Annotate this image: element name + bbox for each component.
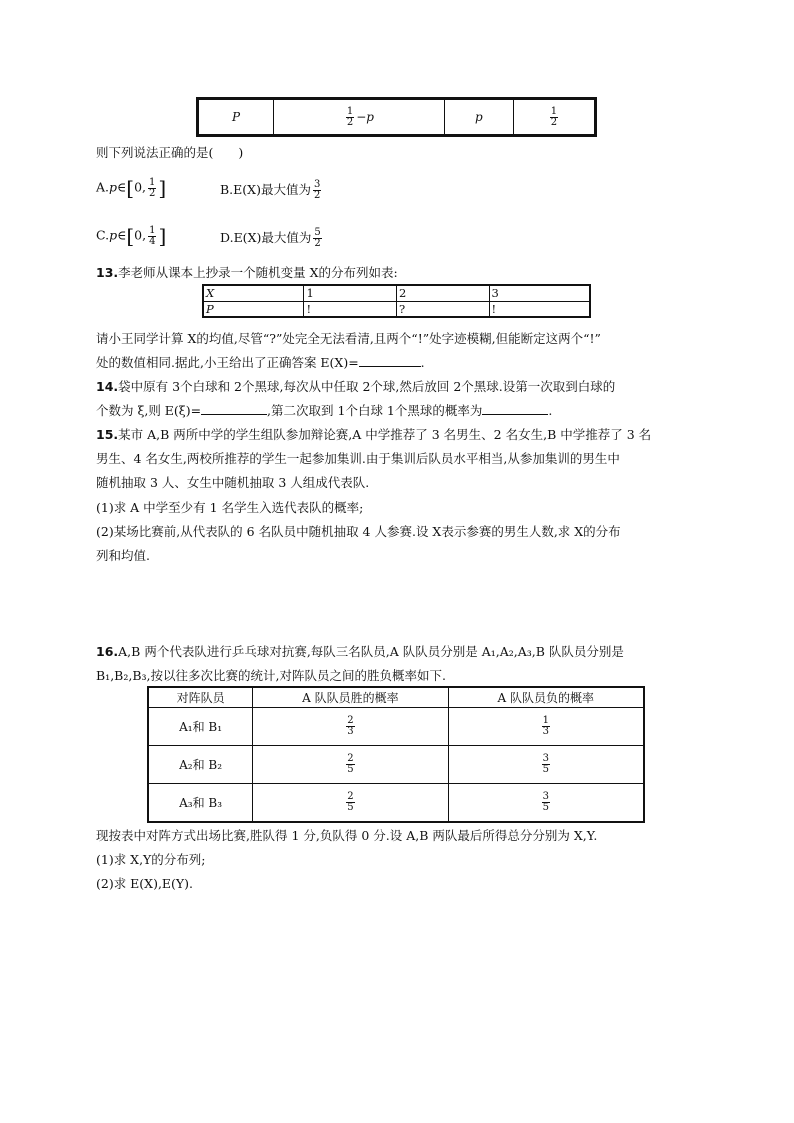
q13-cell-excl-1: !	[304, 301, 397, 317]
q16-header-win: A 队队员胜的概率	[253, 687, 448, 708]
q13-answer-blank[interactable]	[359, 354, 421, 367]
q15-line1: 15.某市 A,B 两所中学的学生组队参加辩论赛,A 中学推荐了 3 名男生、2 名女生,B 中学推荐了 3 名	[96, 427, 652, 442]
q16-row2-win: $\frac{2}{5}$	[253, 746, 448, 784]
top-table-cell-p-label: P	[198, 99, 274, 136]
top-table-cell-half-minus-p: $\frac{1}{2}$ −p	[274, 99, 445, 136]
q15-part1: (1)求 A 中学至少有 1 名学生入选代表队的概率;	[96, 500, 364, 515]
q13-line1: 请小王同学计算 X的均值,尽管“?”处完全无法看清,且两个“!”处字迹模糊,但能断定这两个“!”	[96, 331, 601, 346]
q14-line1: 14.袋中原有 3个白球和 2个黑球,每次从中任取 2个球,然后放回 2个黑球.设第一次取到白球的	[96, 379, 616, 394]
q16-row2-lose: $\frac{3}{5}$	[448, 746, 644, 784]
q16-row1-win: $\frac{2}{3}$	[253, 708, 448, 746]
q13-cell-p: P	[203, 301, 304, 317]
table-row	[148, 784, 644, 822]
q13-cell-1: 1	[304, 285, 397, 301]
q15-part2b: 列和均值.	[96, 548, 150, 563]
top-table-cell-p: p	[444, 99, 513, 136]
q12-option-a: A.p∈[0, $\frac{1}{2}$ ]	[96, 176, 167, 200]
q13-cell-2: 2	[396, 285, 489, 301]
q15-part2a: (2)某场比赛前,从代表队的 6 名队员中随机抽取 4 人参赛.设 X表示参赛的男生人数,求 X的分布	[96, 524, 621, 539]
top-distribution-table	[196, 97, 597, 137]
q14-answer-blank-2[interactable]	[482, 402, 548, 415]
q16-row3-lose: $\frac{3}{5}$	[448, 784, 644, 822]
q16-row1-match: A₁和 B₁	[148, 708, 253, 746]
q16-part1: (1)求 X,Y的分布列;	[96, 852, 206, 867]
q15-line2: 男生、4 名女生,两校所推荐的学生一起参加集训.由于集训后队员水平相当,从参加集训的男生中	[96, 451, 620, 466]
q16-row2-match: A₂和 B₂	[148, 746, 253, 784]
table-row	[148, 746, 644, 784]
q16-header-lose: A 队队员负的概率	[448, 687, 644, 708]
q13-cell-excl-2: !	[489, 301, 590, 317]
q16-part2: (2)求 E(X),E(Y).	[96, 876, 194, 891]
q16-probability-table	[147, 686, 645, 823]
q12-option-c: C.p∈[0, $\frac{1}{4}$ ]	[96, 224, 167, 248]
q16-row1-lose: $\frac{1}{3}$	[448, 708, 644, 746]
q14-answer-blank-1[interactable]	[201, 402, 267, 415]
q12-option-d: D.E(X)最大值为 $\frac{5}{2}$	[220, 227, 321, 249]
q14-line2: 个数为 ξ,则 E(ξ)= ,第二次取到 1个白球 1个黑球的概率为 .	[96, 403, 553, 418]
q13-cell-3: 3	[489, 285, 590, 301]
q13-line2: 处的数值相同.据此,小王给出了正确答案 E(X)= .	[96, 355, 425, 370]
q16-row3-match: A₃和 B₃	[148, 784, 253, 822]
q12-stem: 则下列说法正确的是( )	[96, 145, 244, 160]
q13-table	[202, 284, 591, 318]
q12-option-b: B.E(X)最大值为 $\frac{3}{2}$	[220, 179, 321, 201]
q16-header-match: 对阵队员	[148, 687, 253, 708]
top-table-cell-half: $\frac{1}{2}$	[513, 99, 595, 136]
q16-after: 现按表中对阵方式出场比赛,胜队得 1 分,负队得 0 分.设 A,B 两队最后所得总分分别为 X,Y.	[96, 828, 598, 843]
q16-line1: 16.A,B 两个代表队进行乒乓球对抗赛,每队三名队员,A 队队员分别是 A₁,A₂,A₃,B 队队员分别是	[96, 644, 624, 659]
q15-line3: 随机抽取 3 人、女生中随机抽取 3 人组成代表队.	[96, 475, 370, 490]
q13-cell-question: ?	[396, 301, 489, 317]
table-row	[148, 708, 644, 746]
q16-row3-win: $\frac{2}{5}$	[253, 784, 448, 822]
q16-line2: B₁,B₂,B₃,按以往多次比赛的统计,对阵队员之间的胜负概率如下.	[96, 668, 446, 683]
q13-cell-x: X	[203, 285, 304, 301]
q13-stem: 13.李老师从课本上抄录一个随机变量 X的分布列如表:	[96, 265, 398, 280]
